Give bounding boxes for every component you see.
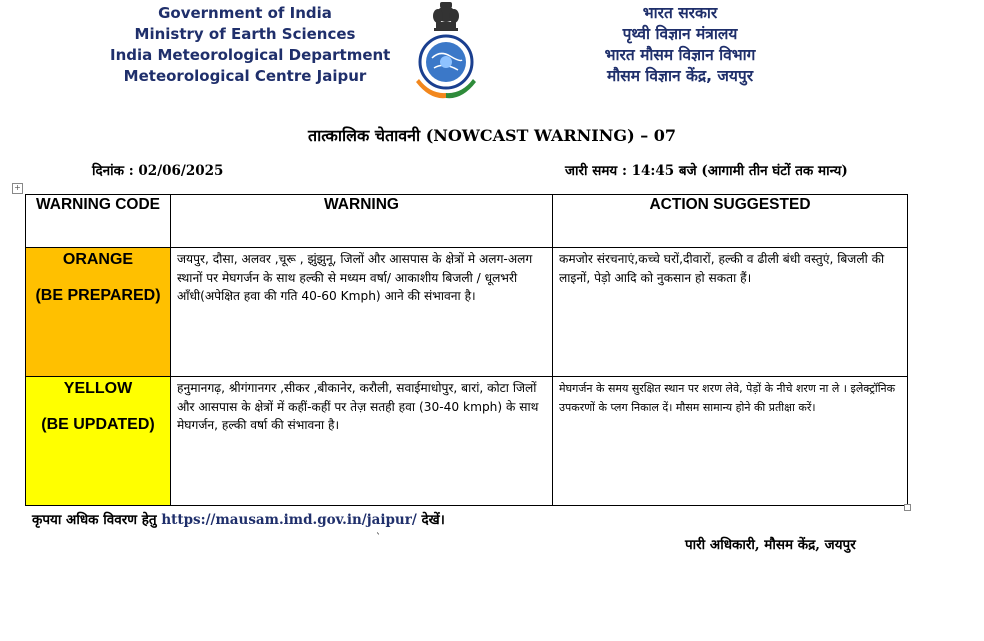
warning-code-yellow — [26, 377, 171, 506]
table-row — [26, 248, 908, 377]
table-move-handle-icon[interactable]: + — [12, 183, 23, 194]
header-english — [110, 3, 391, 87]
table-header-row — [26, 195, 908, 248]
header-hindi-line: पृथ्वी विज्ञान मंत्रालय — [622, 25, 738, 43]
page-title: तात्कालिक चेतावनी (NOWCAST WARNING) – 07 — [307, 126, 677, 145]
more-info-suffix: देखें। — [416, 512, 445, 528]
header-english-line: Meteorological Centre Jaipur — [123, 67, 367, 85]
more-info-note — [32, 510, 445, 528]
header-english-line: India Meteorological Department — [110, 46, 391, 64]
signature: पारी अधिकारी, मौसम केंद्र, जयपुर — [685, 537, 856, 553]
stray-mark: ` — [376, 533, 381, 544]
header-hindi-line: मौसम विज्ञान केंद्र, जयपुर — [606, 67, 754, 85]
warning-code-orange — [26, 248, 171, 377]
header-hindi-line: भारत सरकार — [642, 4, 718, 22]
header-warning-code: WARNING CODE — [26, 195, 171, 248]
issue-date: दिनांक : 02/06/2025 — [92, 163, 224, 179]
warning-level-action: (BE UPDATED) — [41, 416, 155, 433]
imd-emblem-icon — [410, 0, 482, 104]
header-english-line: Government of India — [158, 4, 332, 22]
table-row — [26, 377, 908, 506]
warning-text: हनुमानगढ़, श्रीगंगानगर ,सीकर ,बीकानेर, करौली, सवाईमाधोपुर, बारां, कोटा जिलों और आसपास के क्षेत्रों में कहीं-कहीं पर तेज़ सतही हवा (30-40 kmph) के साथ मेघगर्जन, हल्की वर्षा की संभावना है। — [177, 381, 539, 432]
issue-time: जारी समय : 14:45 बजे (आगामी तीन घंटों तक मान्य) — [565, 163, 848, 179]
warning-table — [25, 194, 908, 506]
more-info-prefix: कृपया अधिक विवरण हेतु — [32, 512, 162, 528]
warning-text: जयपुर, दौसा, अलवर ,चूरू , झुंझुनू, जिलों और आसपास के क्षेत्रों मे अलग-अलग स्थानों पर मेघगर्जन के साथ हल्की से मध्यम वर्षा/ आकाशीय बिजली / धूलभरी आँधी(अपेक्षित हवा की गति 40-60 Kmph) आने की संभावना है। — [177, 252, 533, 303]
action-text-cell — [553, 377, 908, 506]
table-resize-handle[interactable] — [904, 504, 911, 511]
warning-text-cell — [171, 377, 553, 506]
header-hindi — [570, 3, 790, 87]
more-info-link[interactable]: https://mausam.imd.gov.in/jaipur/ — [161, 512, 417, 528]
warning-level: ORANGE — [62, 251, 134, 268]
header-action: ACTION SUGGESTED — [553, 195, 908, 248]
action-text: कमजोर संरचनाएं,कच्चे घरों,दीवारों, हल्की व ढीली बंधी वस्तुएं, बिजली की लाइनों, पेड़ो आदि को नुकसान हो सकता हैं। — [559, 252, 885, 285]
action-text: मेघगर्जन के समय सुरक्षित स्थान पर शरण लेवे, पेड़ों के नीचे शरण ना ले । इलेक्ट्रॉनिक उपकरणों के प्लग निकाल दें। मौसम सामान्य होने की प्रतीक्षा करें। — [559, 382, 896, 414]
warning-text-cell — [171, 248, 553, 377]
warning-level: YELLOW — [63, 380, 133, 397]
header-warning: WARNING — [171, 195, 553, 248]
action-text-cell — [553, 248, 908, 377]
header-hindi-line: भारत मौसम विज्ञान विभाग — [604, 46, 756, 64]
header-english-line: Ministry of Earth Sciences — [134, 25, 356, 43]
warning-level-action: (BE PREPARED) — [35, 287, 161, 304]
